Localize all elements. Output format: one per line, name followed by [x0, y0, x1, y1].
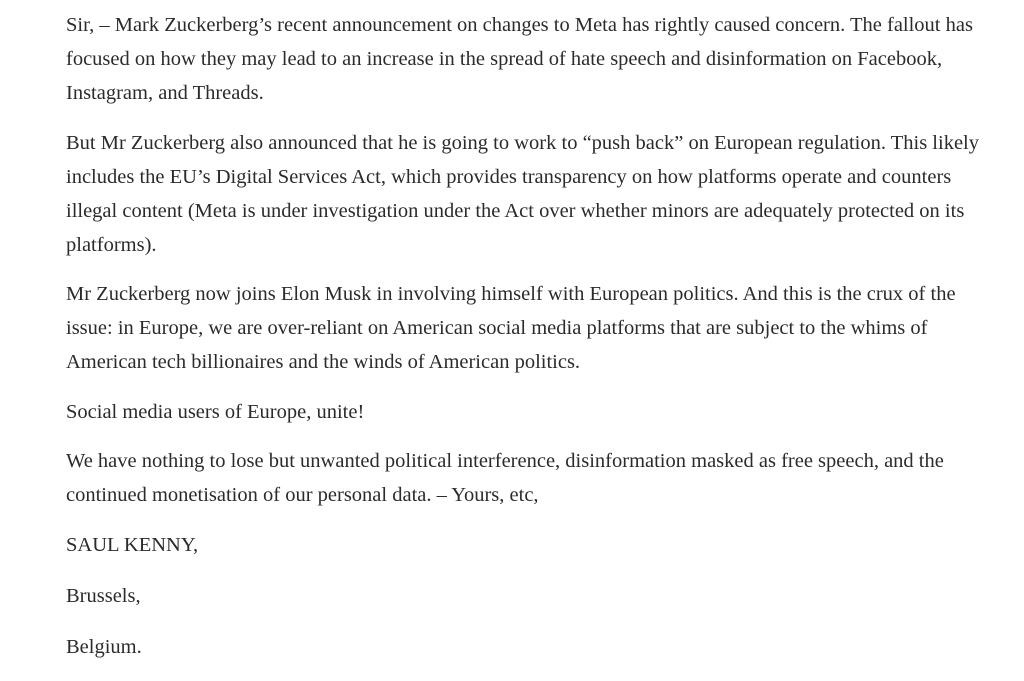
letter-paragraph-3: Mr Zuckerberg now joins Elon Musk in involving himself with European politics. And this is the crux of the issue: in Europe, we are over-reliant on American social media platforms that are subject to the whims of American tech billionaires and the winds of American politics.	[66, 283, 956, 373]
letter-body	[66, 8, 1006, 681]
letter-paragraph-5: We have nothing to lose but unwanted political interference, disinformation masked as free speech, and the continued monetisation of our personal data. – Yours, etc,	[66, 450, 944, 506]
letter-paragraph-2: But Mr Zuckerberg also announced that he is going to work to “push back” on European regulation. This likely includes the EU’s Digital Services Act, which provides transparency on how platforms operate and counters illegal content (Meta is under investigation under the Act over whether minors are adequately protected on its platforms).	[66, 131, 979, 256]
letter-paragraph-1: Sir, – Mark Zuckerberg’s recent announcement on changes to Meta has rightly caused concern. The fallout has focused on how they may lead to an increase in the spread of hate speech and disinformation on Facebook, Instagram, and Threads.	[66, 14, 973, 104]
signature-city: Brussels,	[66, 584, 141, 607]
letter-paragraph-4: Social media users of Europe, unite!	[66, 400, 365, 423]
signature-name: SAUL KENNY,	[66, 533, 199, 556]
signature-country: Belgium.	[66, 635, 142, 658]
